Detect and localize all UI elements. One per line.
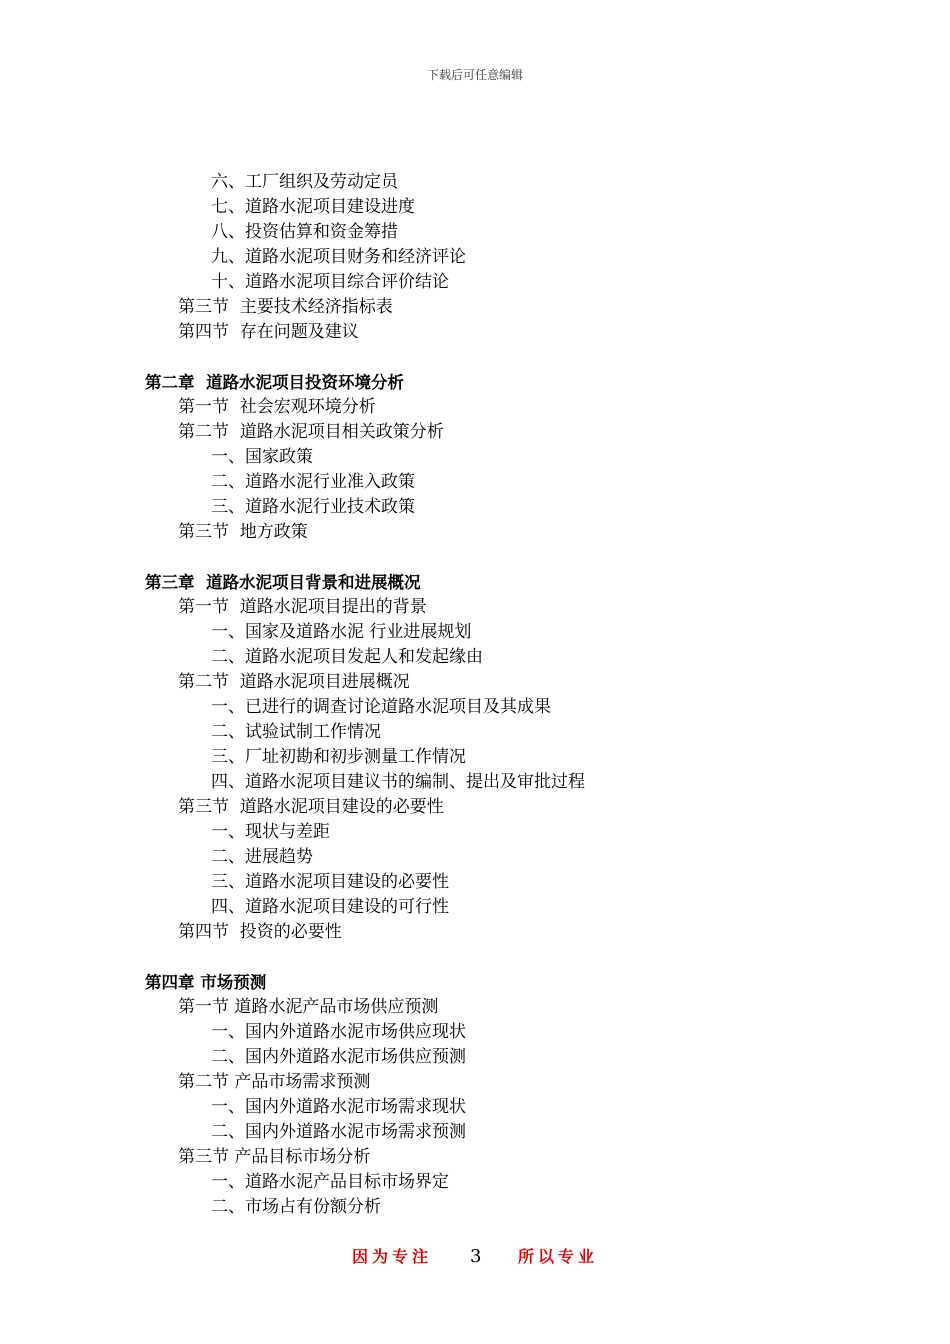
toc-item: 六、工厂组织及劳动定员 [211, 172, 398, 192]
toc-section: 第二节 道路水泥项目进展概况 [178, 672, 410, 692]
toc-chapter: 第四章 市场预测 [145, 973, 267, 992]
toc-item: 九、道路水泥项目财务和经济评论 [211, 247, 466, 267]
toc-item: 三、道路水泥项目建设的必要性 [211, 872, 449, 892]
toc-item: 二、道路水泥项目发起人和发起缘由 [211, 647, 483, 667]
toc-item: 一、道路水泥产品目标市场界定 [211, 1172, 449, 1192]
toc-item: 八、投资估算和资金筹措 [211, 222, 398, 242]
toc-section: 第四节 投资的必要性 [178, 922, 342, 942]
toc-item: 二、市场占有份额分析 [211, 1197, 381, 1217]
toc-item: 二、国内外道路水泥市场需求预测 [211, 1122, 466, 1142]
toc-item: 一、国内外道路水泥市场需求现状 [211, 1097, 466, 1117]
toc-section: 第二节 道路水泥项目相关政策分析 [178, 422, 444, 442]
toc-section: 第三节 主要技术经济指标表 [178, 297, 393, 317]
toc-section: 第一节 社会宏观环境分析 [178, 397, 376, 417]
footer [0, 1244, 950, 1274]
toc-item: 二、试验试制工作情况 [211, 722, 381, 742]
toc-item: 四、道路水泥项目建议书的编制、提出及审批过程 [211, 772, 585, 792]
toc-section: 第三节 地方政策 [178, 522, 308, 542]
toc-item: 二、道路水泥行业准入政策 [211, 472, 415, 492]
toc-item: 一、国内外道路水泥市场供应现状 [211, 1022, 466, 1042]
toc-section: 第四节 存在问题及建议 [178, 322, 359, 342]
toc-item: 一、现状与差距 [211, 822, 330, 842]
toc-chapter: 第三章 道路水泥项目背景和进展概况 [145, 573, 421, 592]
toc-item: 一、已进行的调查讨论道路水泥项目及其成果 [211, 697, 551, 717]
toc-item: 四、道路水泥项目建设的可行性 [211, 897, 449, 917]
toc-item: 一、国家及道路水泥 行业进展规划 [211, 622, 472, 642]
toc-chapter: 第二章 道路水泥项目投资环境分析 [145, 373, 404, 392]
toc-item: 十、道路水泥项目综合评价结论 [211, 272, 449, 292]
footer-slogan-left: 因为专注 [352, 1247, 433, 1266]
toc-item: 七、道路水泥项目建设进度 [211, 197, 415, 217]
toc-item: 二、国内外道路水泥市场供应预测 [211, 1047, 466, 1067]
toc-section: 第二节 产品市场需求预测 [178, 1072, 371, 1092]
toc-item: 二、进展趋势 [211, 847, 313, 867]
toc-section: 第三节 产品目标市场分析 [178, 1147, 371, 1167]
toc-section: 第三节 道路水泥项目建设的必要性 [178, 797, 444, 817]
page-number: 3 [470, 1246, 482, 1267]
header-note: 下载后可任意编辑 [426, 68, 523, 82]
footer-slogan-right: 所以专业 [518, 1247, 599, 1266]
toc-section: 第一节 道路水泥项目提出的背景 [178, 597, 427, 617]
toc-item: 三、道路水泥行业技术政策 [211, 497, 415, 517]
toc-item: 一、国家政策 [211, 447, 313, 467]
toc-section: 第一节 道路水泥产品市场供应预测 [178, 997, 439, 1017]
toc-item: 三、厂址初勘和初步测量工作情况 [211, 747, 466, 767]
